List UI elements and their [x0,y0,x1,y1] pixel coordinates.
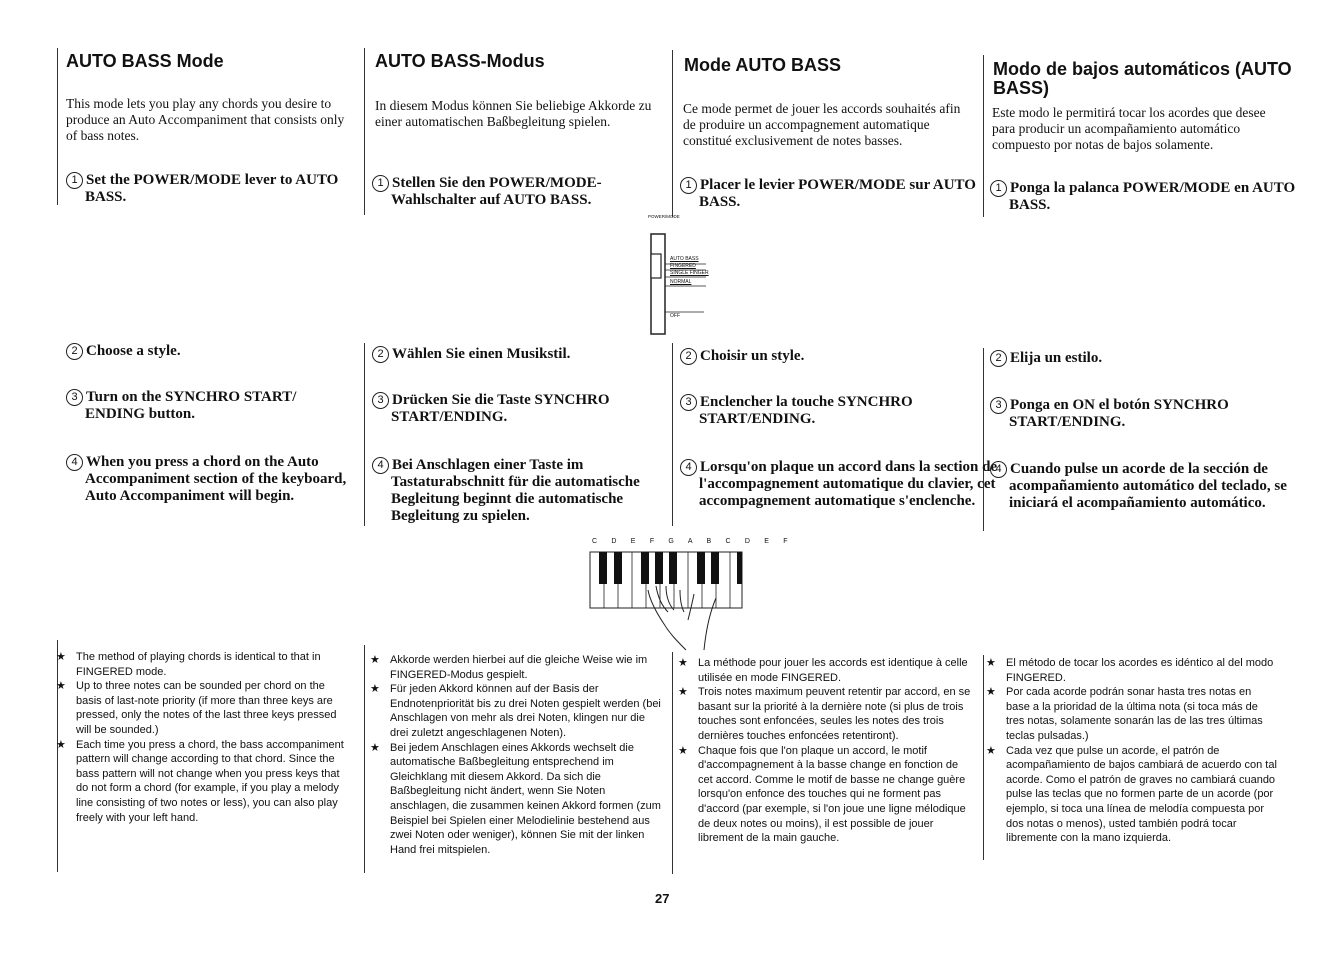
step-number-badge: 1 [990,180,1007,197]
step-number-badge: 1 [66,172,83,189]
note-item: ★ Akkorde werden hierbei auf die gleiche Weise wie im FINGERED-Modus gespielt. [370,654,648,681]
step-number-badge: 3 [990,397,1007,414]
step-number-badge: 2 [680,348,697,365]
section-title: AUTO BASS Mode [66,51,224,71]
step-2 [66,343,375,360]
note-item: ★ The method of playing chords is identical to that in FINGERED mode. [56,651,321,678]
intro-text: This mode lets you play any chords you desire to produce an Auto Accompaniment that consists only of bass notes. [66,96,345,143]
step-2 [990,350,1299,367]
note-item: ★ Up to three notes can be sounded per chord on the basis of last-note priority (if more than three keys are pressed, only the notes of the last three keys pressed will be sounded.) [56,680,337,736]
notes-list [674,656,974,846]
step-4 [680,459,999,510]
step-text: Lorsqu'on plaque un accord dans la section de l'accompagnement automatique du clavier, cet accompagnement automatique s'enclenche. [699,459,998,509]
step-number-badge: 1 [680,177,697,194]
step-number-badge: 2 [372,346,389,363]
step-number-badge: 4 [66,454,83,471]
step-number-badge: 3 [680,394,697,411]
note-item: ★ Für jeden Akkord können auf der Basis der Endnotenpriorität bis zu drei Noten gespielt werden (bei Anschlagen von mehr als drei Noten, klingen nur die drei zuletzt angeschlagenen Noten). [370,683,661,739]
intro-text: Ce mode permet de jouer les accords souhaités afin de produire un accompagnement automatique constitué exclusivement de notes basses. [683,101,961,148]
step-text: Set the POWER/MODE lever to AUTO BASS. [85,172,339,205]
step-text: Turn on the SYNCHRO START/ ENDING button. [85,389,297,422]
power-mode-lever-diagram [640,212,720,337]
notes-list [52,650,352,825]
step-4 [66,454,375,505]
step-text: Stellen Sie den POWER/MODE-Wahlschalter auf AUTO BASS. [391,175,602,208]
star-icon: ★ [370,654,380,666]
step-number-badge: 2 [66,343,83,360]
step-text: Wählen Sie einen Musikstil. [392,346,571,362]
step-2 [680,348,989,365]
note-item: ★ Por cada acorde podrán sonar hasta tres notas en base a la prioridad de la última nota (si toca más de tres notas, solamente sonarán las de las tres últimas teclas pulsadas.) [986,686,1263,742]
step-number-badge: 4 [990,461,1007,478]
note-item: ★ La méthode pour jouer les accords est identique à celle utilisée en mode FINGERED. [678,657,968,684]
lever-position-label: AUTO BASS [670,256,699,262]
step-3 [66,389,355,423]
step-text: Choisir un style. [700,348,805,364]
keyboard-hand-illustration [586,546,756,656]
step-text: Enclencher la touche SYNCHRO START/ENDING. [699,394,913,427]
step-2 [372,346,681,363]
star-icon: ★ [370,741,380,754]
step-text: When you press a chord on the Auto Accompaniment section of the keyboard, Auto Accompaniment will begin. [85,454,347,504]
star-icon: ★ [986,686,996,699]
step-number-badge: 3 [66,389,83,406]
note-item: ★ Chaque fois que l'on plaque un accord, le motif d'accompagnement à la basse change en fonction de cet accord. Comme le motif de basse ne change guère lorsqu'on enfonce des touches qui ne forment pas d'accord (par exemple, si l'on joue une ligne mélodique de deux notes ou moins), il est possible de jouer librement de la main gauche. [678,744,966,845]
step-4 [372,457,687,525]
step-text: Choose a style. [86,343,181,359]
page-number: 27 [655,891,670,906]
step-number-badge: 4 [680,459,697,476]
step-number-badge: 4 [372,457,389,474]
keyboard-note-names: C D E F G A B C D E F [592,538,794,545]
step-text: Elija un estilo. [1010,350,1103,366]
separator-2-bottom [672,652,673,874]
step-text: Cuando pulse un acorde de la sección de acompañamiento automático del teclado, se iniciará el acompañamiento automático. [1009,461,1287,511]
notes-list [982,656,1278,846]
lever-position-label: NORMAL [670,279,692,285]
section-title: Mode AUTO BASS [684,55,842,75]
lever-position-label: OFF [670,313,680,319]
step-number-badge: 3 [372,392,389,409]
star-icon: ★ [678,686,688,699]
note-item: ★ Trois notes maximum peuvent retentir par accord, en se basant sur la priorité à la dernière note (si plus de trois touches sont enfoncées, seules les notes des trois dernières touches enfoncées retentiront). [678,686,971,742]
note-item: ★ Each time you press a chord, the bass accompaniment pattern will change according to that chord. Since the bass pattern will not change when you press keys that do not form a chord (for example, if you play a melody line consisting of two notes or less), you can also play freely with your left hand. [56,738,344,824]
section-title: Modo de bajos automáticos (AUTO BASS) [993,59,1292,98]
step-text: Placer le levier POWER/MODE sur AUTO BASS. [699,177,976,210]
step-3 [680,394,989,428]
step-number-badge: 2 [990,350,1007,367]
star-icon: ★ [370,683,380,696]
star-icon: ★ [678,744,688,757]
step-text: Bei Anschlagen einer Taste im Tastaturabschnitt für die automatische Begleitung beginnt die automatische Begleitung zu spielen. [391,457,640,524]
note-item: ★ El método de tocar los acordes es idéntico al del modo FINGERED. [986,657,1274,684]
step-number-badge: 1 [372,175,389,192]
lever-heading: POWER/MODE [648,214,680,219]
note-item: ★ Bei jedem Anschlagen eines Akkords wechselt die automatische Baßbegleitung entsprechend im Gleichklang mit diesem Akkord. Da sich die Baßbegleitung nicht ändert, wenn Sie Noten anschlagen, die zusammen keinen Akkord formen (zum Beispiel bei Spielen einer Melodielinie bestehend aus zwei Noten oder weniger), können Sie mit der linken Hand frei mitspielen. [370,741,661,856]
step-1 [990,180,1309,214]
separator-left-top [57,48,58,205]
step-text: Ponga la palanca POWER/MODE en AUTO BASS. [1009,180,1296,213]
separator-1-bottom [364,645,365,873]
intro-text: Este modo le permitirá tocar los acordes que desee para producir un acompañamiento automático compuesto por notas de bajos solamente. [992,105,1266,152]
step-3 [372,392,681,426]
star-icon: ★ [56,680,66,693]
step-1 [372,175,681,209]
step-1 [680,177,994,211]
lever-position-label: SINGLE FINGER [670,270,709,276]
step-1 [66,172,375,206]
star-icon: ★ [986,657,996,669]
step-text: Drücken Sie die Taste SYNCHRO START/ENDING. [391,392,610,425]
step-4 [990,461,1299,512]
step-3 [990,397,1299,431]
star-icon: ★ [56,738,66,751]
note-item: ★ Cada vez que pulse un acorde, el patrón de acompañamiento de bajos cambiará de acuerdo con tal acorde. Como el patrón de graves no cambiará cuando pulse las teclas que no formen parte de un acorde (por ejemplo, si toca una línea de melodía compuesta por dos notas o menos), usted también podrá tocar libremente con la mano izquierda. [986,744,1277,845]
intro-text: In diesem Modus können Sie beliebige Akkorde zu einer automatischen Baßbegleitung spielen. [375,98,652,129]
star-icon: ★ [986,744,996,757]
notes-list [366,653,662,857]
lever-position-label: FINGERED [670,263,696,269]
star-icon: ★ [678,657,688,669]
star-icon: ★ [56,651,66,663]
section-title: AUTO BASS-Modus [375,51,545,71]
step-text: Ponga en ON el botón SYNCHRO START/ENDING. [1009,397,1229,430]
